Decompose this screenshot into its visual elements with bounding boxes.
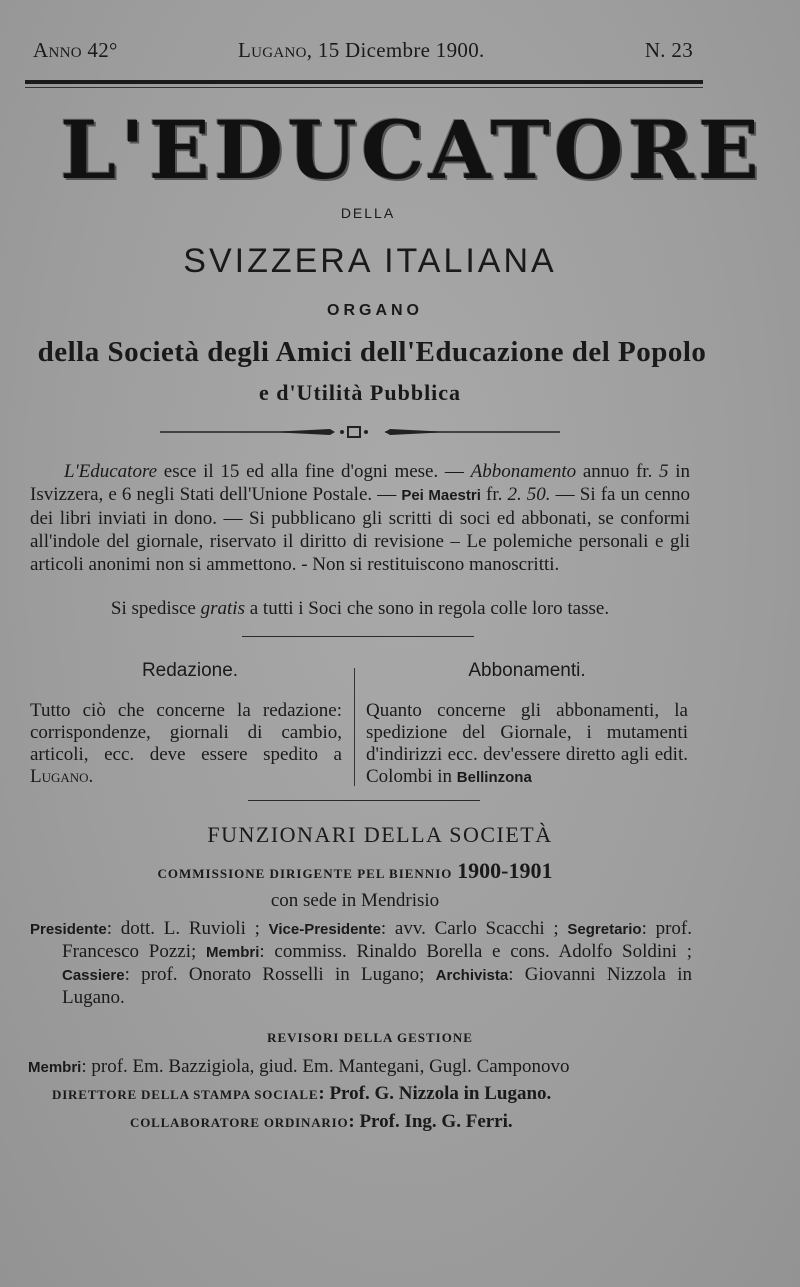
officer-name: : commiss. Rinaldo Borella e cons. Adolfo Soldini ;	[259, 941, 692, 962]
collaborator-line: COLLABORATORE ORDINARIO: Prof. Ing. G. Ferri.	[130, 1111, 513, 1132]
officer-role: Segretario	[567, 921, 642, 938]
masthead-della: DELLA	[340, 205, 396, 221]
officer-name: : avv. Carlo Scacchi ;	[380, 918, 568, 939]
officer-role: Vice-Presidente	[268, 921, 381, 938]
header-rule	[25, 80, 703, 84]
intro-segment: L'Educatore	[64, 461, 158, 482]
utility-line: e d'Utilità Pubblica	[258, 380, 462, 405]
intro-segment: 5	[659, 461, 669, 482]
intro-segment: in Isvizzera, e 6 negli Stati dell'Unione Postale. —	[30, 461, 690, 505]
masthead-title: L'EDUCATORE	[60, 103, 763, 197]
officer-name: : prof. Francesco Pozzi;	[62, 918, 693, 962]
header-rule-thin	[25, 87, 703, 88]
column-divider	[354, 668, 355, 786]
officer-role: Presidente	[30, 921, 107, 938]
volume-number: Anno 42°	[33, 38, 118, 62]
place-and-date: Lugano, 15 Dicembre 1900.	[238, 38, 485, 62]
officer-name: : dott. L. Ruvioli ;	[106, 918, 269, 939]
redazione-heading: Redazione.	[141, 660, 239, 681]
seat-line: con sede in Mendrisio	[270, 890, 440, 911]
intro-segment: 2. 50.	[507, 484, 551, 505]
issue-header	[33, 38, 693, 68]
masthead-region: SVIZZERA ITALIANA	[183, 242, 557, 280]
intro-paragraph	[30, 460, 690, 576]
officials-heading: FUNZIONARI DELLA SOCIETÀ	[207, 822, 553, 847]
ornament-divider-icon	[160, 424, 560, 440]
commission-line: COMMISSIONE DIRIGENTE PEL BIENNIO 1900-1901	[157, 858, 553, 883]
intro-segment: annuo fr.	[576, 461, 660, 482]
section-rule-2	[248, 800, 480, 801]
officers-roster	[30, 918, 692, 1009]
issue-number: N. 23	[644, 38, 693, 62]
officer-name: : Giovanni Nizzola in Lugano.	[62, 964, 692, 1008]
redazione-text: Tutto ciò che concerne la redazione: corrispondenze, giornali di cambio, articoli, ecc. deve essere spedito a Lugano.	[30, 700, 342, 787]
section-rule	[242, 636, 474, 637]
intro-segment: — Si fa un cenno dei libri inviati in dono. — Si pubblicano gli scritti di soci ed abbonati, se conformi all'indole del giornale, riservato il diritto di revisione – Le polemiche personali e gli articoli anonimi non si ammettono. - Non si restituiscono manoscritti.	[30, 484, 691, 575]
officer-role: Membri	[206, 944, 260, 961]
intro-segment: Abbonamento	[470, 461, 577, 482]
intro-segment: esce il 15 ed alla fine d'ogni mese. —	[157, 461, 471, 482]
abbonamenti-heading: Abbonamenti.	[468, 660, 586, 681]
press-director-line: DIRETTORE DELLA STAMPA SOCIALE: Prof. G. Nizzola in Lugano.	[52, 1083, 552, 1104]
intro-gratis-line: Si spedisce gratis a tutti i Soci che sono in regola colle loro tasse.	[110, 598, 610, 619]
intro-segment: Pei Maestri	[401, 487, 481, 504]
abbonamenti-text: Quanto concerne gli abbonamenti, la spedizione del Giornale, i mutamenti d'indirizzi ecc. dev'essere diretto agli edit. Colombi in Bellinzona	[366, 700, 688, 787]
officer-name: : prof. Onorato Rosselli in Lugano;	[124, 964, 436, 985]
officer-role: Archivista	[435, 967, 509, 984]
auditors-line: Membri: prof. Em. Bazzigiola, giud. Em. Mantegani, Gugl. Camponovo	[28, 1056, 570, 1077]
society-line: della Società degli Amici dell'Educazione del Popolo	[37, 336, 707, 368]
intro-segment: fr.	[480, 484, 508, 505]
masthead-organo: ORGANO	[327, 302, 423, 319]
auditors-heading: REVISORI DELLA GESTIONE	[267, 1030, 473, 1045]
officer-role: Cassiere	[62, 967, 125, 984]
